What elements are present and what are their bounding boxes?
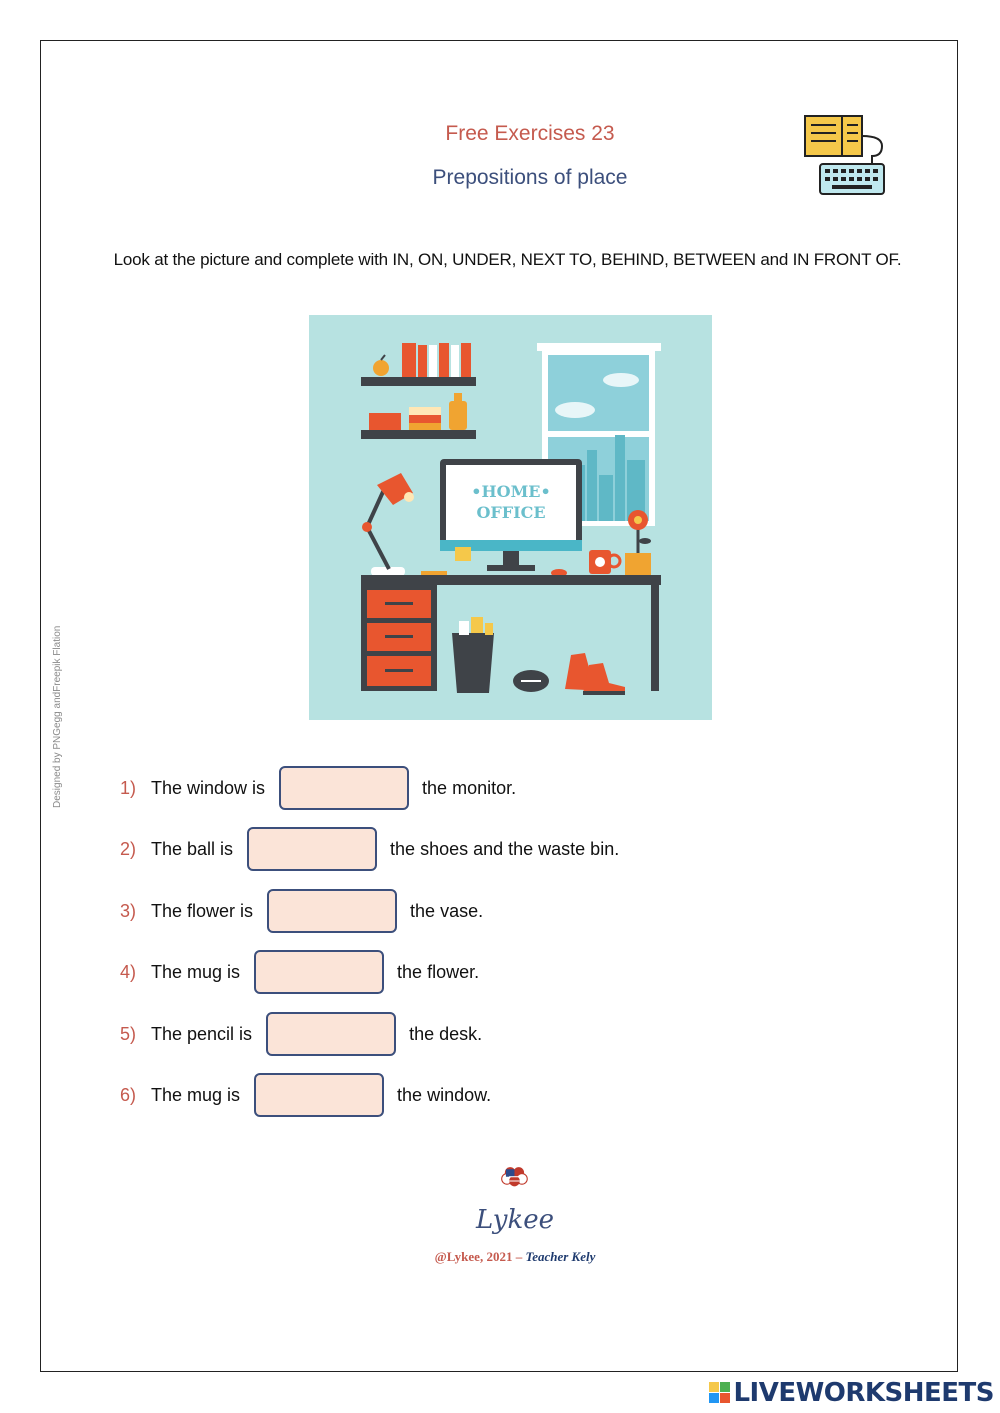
- logo-text: Lykee: [475, 1205, 555, 1235]
- lykee-flower-logo: [470, 1165, 560, 1205]
- answer-input-6[interactable]: [254, 1073, 384, 1117]
- answer-input-4[interactable]: [254, 950, 384, 994]
- question-number: 6): [120, 1084, 137, 1105]
- question-text-before: The ball is: [151, 838, 234, 859]
- monitor-text-line1: •HOME•: [471, 482, 551, 501]
- footer-credit-year: @Lykee, 2021 –: [434, 1249, 526, 1264]
- question-3: [120, 887, 483, 935]
- question-text-before: The mug is: [151, 1084, 241, 1105]
- question-text-before: The mug is: [151, 961, 241, 982]
- answer-input-3[interactable]: [267, 889, 397, 933]
- answer-input-1[interactable]: [279, 766, 409, 810]
- question-number: 3): [120, 900, 137, 921]
- footer-credit: [380, 1249, 650, 1265]
- question-text-before: The window is: [151, 777, 266, 798]
- book-keyboard-icon: [802, 112, 888, 198]
- image-credit: Designed by PNGegg andFreepik Flation: [52, 625, 63, 808]
- monitor-text-line2: OFFICE: [476, 503, 546, 522]
- question-number: 5): [120, 1023, 137, 1044]
- question-text-after: the desk.: [409, 1023, 483, 1044]
- liveworksheets-brand[interactable]: [709, 1378, 994, 1408]
- question-text-after: the vase.: [410, 900, 484, 921]
- question-4: [120, 948, 479, 996]
- brand-name: LIVEWORKSHEETS: [733, 1378, 994, 1408]
- question-number: 2): [120, 838, 137, 859]
- question-text-before: The flower is: [151, 900, 254, 921]
- liveworksheets-logo-icon: [709, 1380, 731, 1406]
- question-number: 4): [120, 961, 137, 982]
- footer-credit-teacher: Teacher Kely: [525, 1249, 596, 1264]
- question-text-before: The pencil is: [151, 1023, 253, 1044]
- question-text-after: the flower.: [397, 961, 480, 982]
- question-number: 1): [120, 777, 137, 798]
- instructions: Look at the picture and complete with IN, ON, UNDER, NEXT TO, BEHIND, BETWEEN and IN FRONT OF.: [113, 250, 902, 269]
- question-2: [120, 825, 619, 873]
- answer-input-2[interactable]: [247, 827, 377, 871]
- home-office-illustration: [309, 315, 712, 720]
- worksheet-subtitle: Prepositions of place: [432, 166, 628, 189]
- worksheet-title: Free Exercises 23: [445, 122, 615, 145]
- question-1: [120, 764, 516, 812]
- question-6: [120, 1071, 491, 1119]
- question-text-after: the monitor.: [422, 777, 517, 798]
- question-text-after: the shoes and the waste bin.: [390, 838, 620, 859]
- question-5: [120, 1010, 482, 1058]
- question-text-after: the window.: [397, 1084, 492, 1105]
- answer-input-5[interactable]: [266, 1012, 396, 1056]
